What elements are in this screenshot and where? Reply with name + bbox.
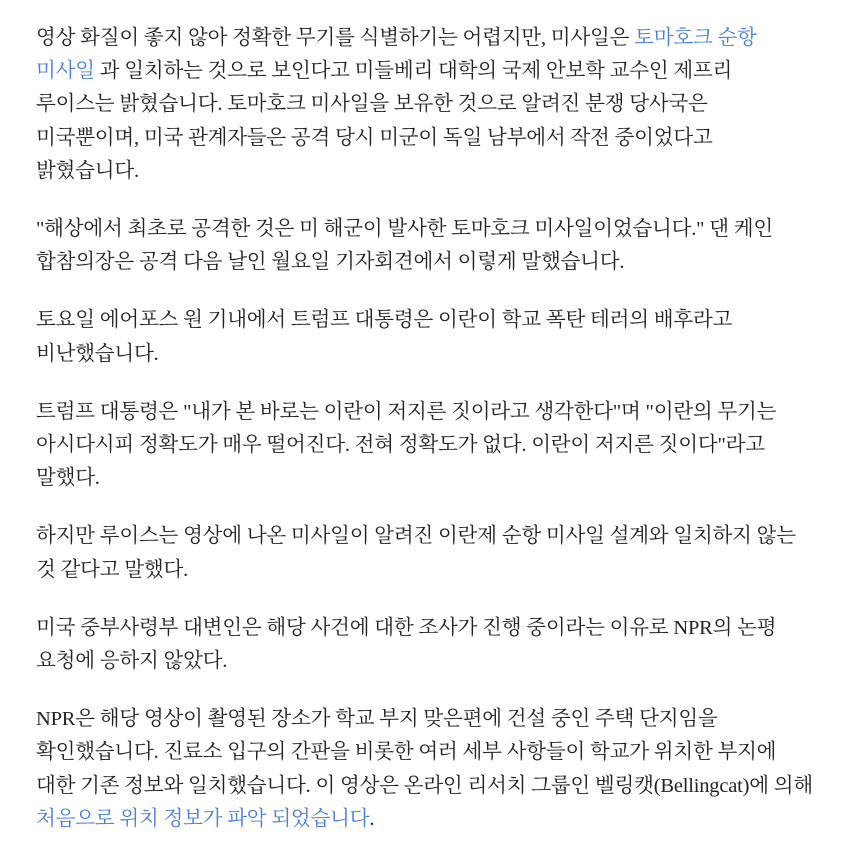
inline-link[interactable]: 처음으로 위치 정보가 파악 되었습니다 <box>36 807 370 830</box>
paragraph-text: 영상 화질이 좋지 않아 정확한 무기를 식별하기는 어렵지만, 미사일은 <box>36 27 635 49</box>
article-paragraph <box>36 612 814 678</box>
article-paragraph <box>36 213 814 279</box>
paragraph-text: 하지만 루이스는 영상에 나온 미사일이 알려진 이란제 순항 미사일 설계와 일치하지 않는 것 같다고 말했다. <box>36 525 796 581</box>
article-paragraph <box>36 520 814 586</box>
paragraph-text: NPR은 해당 영상이 촬영된 장소가 학교 부지 맞은편에 건설 중인 주택 단지임을 확인했습니다. 진료소 입구의 간판을 비롯한 여러 세부 사항들이 학교가 위치한 부지에 대한 기존 정보와 일치했습니다. 이 영상은 온라인 리서치 그룹인 벨링캣(Bellingcat)에 의해 <box>36 708 813 797</box>
paragraph-text: 트럼프 대통령은 "내가 본 바로는 이란이 저지른 짓이라고 생각한다"며 "이란의 무기는 아시다시피 정확도가 매우 떨어진다. 전혀 정확도가 없다. 이란이 저지른 짓이다"라고 말했다. <box>36 400 777 490</box>
article-paragraph <box>36 22 814 188</box>
paragraph-text: 과 일치하는 것으로 보인다고 미들베리 대학의 국제 안보학 교수인 제프리 루이스는 밝혔습니다. 토마호크 미사일을 보유한 것으로 알려진 분쟁 당사국은 미국뿐이며, 미국 관계자들은 공격 당시 미군이 독일 남부에서 작전 중이었다고 밝혔습니다. <box>36 60 733 182</box>
article-paragraph <box>36 703 814 836</box>
inline-link[interactable]: 토마호크 순항 미사일 <box>36 27 757 83</box>
paragraph-text: 토요일 에어포스 원 기내에서 트럼프 대통령은 이란이 학교 폭탄 테러의 배후라고 비난했습니다. <box>36 309 733 365</box>
paragraph-text: 미국 중부사령부 대변인은 해당 사건에 대한 조사가 진행 중이라는 이유로 NPR의 논평 요청에 응하지 않았다. <box>36 616 777 673</box>
article-paragraph <box>36 304 814 370</box>
article-paragraph <box>36 396 814 496</box>
paragraph-text: "해상에서 최초로 공격한 것은 미 해군이 발사한 토마호크 미사일이었습니다." 댄 케인 합참의장은 공격 다음 날인 월요일 기자회견에서 이렇게 말했습니다. <box>36 218 774 274</box>
paragraph-text: . <box>369 807 375 830</box>
